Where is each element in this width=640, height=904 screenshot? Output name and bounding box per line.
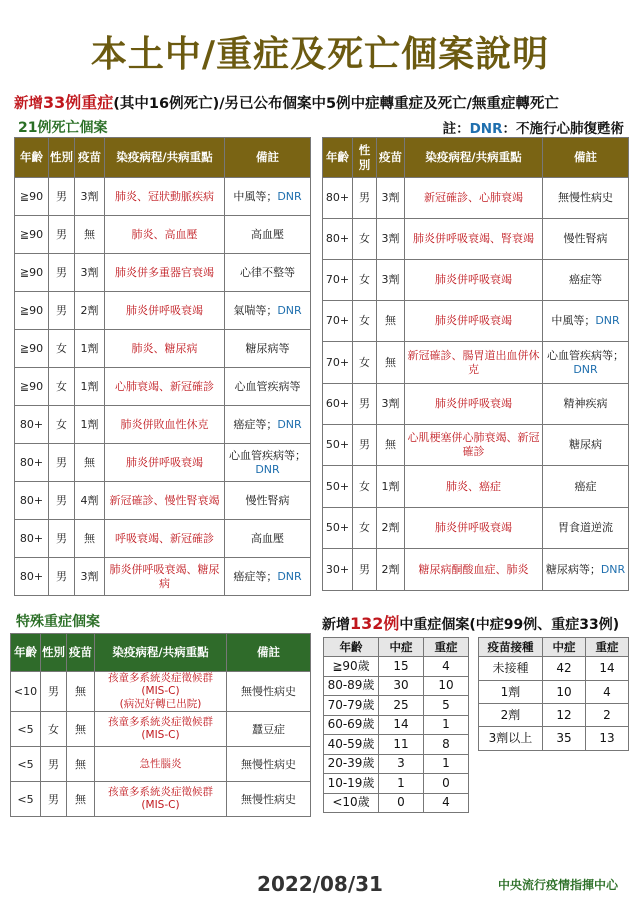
table-row	[15, 330, 311, 368]
vaccine-header: 疫苗接種	[479, 638, 543, 657]
death-section-label: 21例死亡個案	[18, 120, 108, 136]
sex-cell: 女	[353, 466, 377, 508]
special-section-label: 特殊重症個案	[16, 614, 100, 630]
sex-cell: 男	[353, 178, 377, 219]
subtitle-new: 新增	[14, 96, 43, 112]
special-header: 染疫病程/共病重點	[95, 634, 227, 672]
table-row	[323, 260, 629, 301]
sex-cell: 女	[353, 508, 377, 549]
age-cell: 70+	[323, 342, 353, 384]
vaccine-cell: 3劑	[377, 384, 405, 425]
table-row	[324, 774, 469, 794]
sex-cell: 女	[353, 301, 377, 342]
table-row	[324, 793, 469, 813]
remark-cell	[225, 330, 311, 368]
death-table-left	[14, 137, 311, 596]
table-row	[15, 292, 311, 330]
age-cell: ≧90	[15, 292, 49, 330]
vaccine-cell: 無	[75, 520, 105, 558]
age-cell: 50+	[323, 508, 353, 549]
remark-text: 中風等；	[551, 314, 596, 328]
remark-text: 高血壓	[251, 227, 284, 241]
vaccine-cell: 無	[67, 747, 95, 782]
vaccine-cell: 無	[67, 782, 95, 817]
vaccine-cell: 無	[377, 301, 405, 342]
vaccine-status-cell: 2劑	[479, 704, 543, 727]
remark-cell	[543, 301, 629, 342]
table-row	[324, 657, 469, 677]
table-row	[479, 681, 629, 704]
remark-text: 糖尿病等；	[545, 562, 601, 576]
note-dnr: DNR	[469, 121, 503, 137]
course-cell: 呼吸衰竭、新冠確診	[105, 520, 225, 558]
age-cell: 80+	[15, 520, 49, 558]
dnr-text: DNR	[600, 562, 626, 576]
table-row	[15, 406, 311, 444]
vaccine-cell: 無	[377, 425, 405, 466]
moderate-count-cell: 14	[379, 715, 424, 735]
special-header: 性別	[41, 634, 67, 672]
remark-text: 胃食道逆流	[558, 521, 613, 535]
table-row	[15, 368, 311, 406]
remark-cell	[543, 425, 629, 466]
sex-cell: 女	[49, 330, 75, 368]
sex-cell: 男	[49, 444, 75, 482]
table-row	[479, 704, 629, 727]
sex-cell: 女	[353, 260, 377, 301]
age-cell: ≧90	[15, 178, 49, 216]
age-header: 年齡	[324, 638, 379, 657]
vaccine-cell: 無	[67, 712, 95, 747]
remark-text: 心血管疾病等；	[547, 348, 624, 362]
course-cell: 肺炎併呼吸衰竭、糖尿病	[105, 558, 225, 596]
remark-cell	[543, 342, 629, 384]
moderate-count-cell: 35	[543, 727, 586, 751]
death-left-header: 性別	[49, 138, 75, 178]
course-cell: 肺炎併呼吸衰竭	[105, 292, 225, 330]
remark-cell: 無慢性病史	[227, 672, 311, 712]
age-cell: <10	[11, 672, 41, 712]
table-row	[324, 735, 469, 755]
remark-cell	[543, 260, 629, 301]
death-table-right	[322, 137, 629, 591]
age-cell: 80+	[323, 219, 353, 260]
remark-cell	[225, 558, 311, 596]
age-table	[323, 637, 469, 813]
age-cell: 80+	[15, 406, 49, 444]
remark-text: 心血管疾病等；	[229, 448, 306, 462]
remark-cell: 蠶豆症	[227, 712, 311, 747]
course-text: 孩童多系統炎症徵候群(MIS-C)	[108, 786, 213, 812]
sex-cell: 女	[41, 712, 67, 747]
severe-count-cell: 4	[424, 657, 469, 677]
table-row	[479, 727, 629, 751]
dnr-text: DNR	[595, 314, 620, 328]
remark-cell	[543, 384, 629, 425]
remark-text: 慢性腎病	[563, 232, 608, 246]
death-left-header: 疫苗	[75, 138, 105, 178]
course-cell: 肺炎併呼吸衰竭	[405, 508, 543, 549]
dnr-text: DNR	[277, 303, 302, 317]
course-text: 孩童多系統炎症徵候群(MIS-C)	[108, 716, 213, 742]
course-cell: 肺炎、冠狀動脈疾病	[105, 178, 225, 216]
severe-count-cell: 10	[424, 676, 469, 696]
age-cell: ≧90	[15, 254, 49, 292]
remark-cell	[225, 444, 311, 482]
course-cell: 糖尿病酮酸血症、肺炎	[405, 549, 543, 591]
vaccine-cell: 無	[75, 216, 105, 254]
dnr-note	[443, 117, 624, 137]
severe-count-cell: 2	[586, 704, 629, 727]
course-cell: 肺炎、癌症	[405, 466, 543, 508]
table-row	[323, 342, 629, 384]
remark-cell	[543, 466, 629, 508]
course-cell: 肺炎併呼吸衰竭	[405, 384, 543, 425]
death-right-header: 備註	[543, 138, 629, 178]
dnr-text: DNR	[277, 189, 302, 203]
course-cell: 心肺衰竭、新冠確診	[105, 368, 225, 406]
table-row	[15, 482, 311, 520]
subtitle-rest: (其中16例死亡)/另已公布個案中5例中症轉重症及死亡/無重症轉死亡	[113, 96, 559, 112]
table-row	[323, 384, 629, 425]
death-left-header: 年齡	[15, 138, 49, 178]
remark-text: 精神疾病	[563, 397, 608, 411]
age-group-cell: 80-89歲	[324, 676, 379, 696]
vaccine-header: 中症	[543, 638, 586, 657]
sex-cell: 男	[49, 178, 75, 216]
vaccine-cell: 無	[75, 444, 105, 482]
death-left-header: 備註	[225, 138, 311, 178]
age-cell: ≧90	[15, 330, 49, 368]
sex-cell: 男	[41, 672, 67, 712]
course-cell	[95, 672, 227, 712]
table-row	[15, 254, 311, 292]
remark-cell	[225, 254, 311, 292]
age-group-cell: 10-19歲	[324, 774, 379, 794]
moderate-count-cell: 15	[379, 657, 424, 677]
table-row	[323, 508, 629, 549]
vaccine-cell: 無	[377, 342, 405, 384]
moderate-count-cell: 11	[379, 735, 424, 755]
remark-text: 心血管疾病等	[234, 379, 301, 393]
course-cell: 肺炎併呼吸衰竭	[105, 444, 225, 482]
vaccine-cell: 無	[67, 672, 95, 712]
table-row	[323, 178, 629, 219]
remark-cell	[225, 368, 311, 406]
remark-text: 氣喘等；	[233, 303, 278, 317]
subtitle-count: 33例重症	[43, 93, 114, 112]
remark-text: 癌症等	[569, 273, 602, 287]
special-header: 備註	[227, 634, 311, 672]
table-row	[323, 549, 629, 591]
age-group-cell: 60-69歲	[324, 715, 379, 735]
vaccine-cell: 1劑	[75, 330, 105, 368]
course-note: (病況好轉已出院)	[119, 698, 202, 711]
new-cases-rest: 中重症個案(中症99例、重症33例)	[399, 617, 620, 633]
course-cell: 肺炎、糖尿病	[105, 330, 225, 368]
sex-cell: 男	[41, 747, 67, 782]
course-cell	[95, 712, 227, 747]
vaccine-cell: 3劑	[75, 558, 105, 596]
course-cell: 肺炎併呼吸衰竭	[405, 301, 543, 342]
remark-cell: 無慢性病史	[227, 747, 311, 782]
course-cell: 新冠確診、慢性腎衰竭	[105, 482, 225, 520]
severe-count-cell: 1	[424, 754, 469, 774]
sex-cell: 男	[49, 292, 75, 330]
remark-cell	[225, 482, 311, 520]
remark-cell: 無慢性病史	[227, 782, 311, 817]
new-cases-count: 132例	[350, 614, 400, 633]
vaccine-status-cell: 未接種	[479, 657, 543, 681]
course-cell	[95, 747, 227, 782]
vaccine-status-cell: 1劑	[479, 681, 543, 704]
remark-cell	[225, 292, 311, 330]
severe-count-cell: 4	[424, 793, 469, 813]
age-group-cell: 70-79歲	[324, 696, 379, 716]
vaccine-status-cell: 3劑以上	[479, 727, 543, 751]
sex-cell: 女	[353, 219, 377, 260]
severe-count-cell: 5	[424, 696, 469, 716]
course-cell: 肺炎併敗血性休克	[105, 406, 225, 444]
remark-text: 高血壓	[251, 531, 284, 545]
vaccine-cell: 1劑	[377, 466, 405, 508]
moderate-count-cell: 0	[379, 793, 424, 813]
special-header: 疫苗	[67, 634, 95, 672]
age-cell: <5	[11, 712, 41, 747]
course-cell: 肺炎、高血壓	[105, 216, 225, 254]
age-cell: <5	[11, 782, 41, 817]
dnr-text: DNR	[255, 462, 280, 476]
remark-cell	[225, 520, 311, 558]
remark-text: 心律不整等	[240, 265, 295, 279]
sex-cell: 男	[41, 782, 67, 817]
organization: 中央流行疫情指揮中心	[497, 878, 618, 892]
vaccine-cell: 1劑	[75, 406, 105, 444]
age-cell: 70+	[323, 260, 353, 301]
remark-text: 癌症等；	[233, 417, 278, 431]
vaccine-header: 重症	[586, 638, 629, 657]
sex-cell: 男	[353, 425, 377, 466]
remark-text: 癌症	[574, 479, 597, 493]
sex-cell: 男	[49, 558, 75, 596]
vaccine-cell: 2劑	[377, 508, 405, 549]
severe-count-cell: 8	[424, 735, 469, 755]
note-suffix: ：不施行心肺復甦術	[502, 121, 624, 137]
vaccine-cell: 4劑	[75, 482, 105, 520]
vaccine-cell: 3劑	[377, 178, 405, 219]
remark-text: 無慢性病史	[558, 191, 613, 205]
report-date: 2022/08/31	[257, 872, 383, 896]
table-row	[15, 444, 311, 482]
special-table	[10, 633, 311, 817]
severe-count-cell: 0	[424, 774, 469, 794]
age-header: 重症	[424, 638, 469, 657]
remark-cell	[543, 508, 629, 549]
age-group-cell: 20-39歲	[324, 754, 379, 774]
sex-cell: 男	[49, 482, 75, 520]
course-cell	[95, 782, 227, 817]
table-row	[323, 466, 629, 508]
sex-cell: 女	[353, 342, 377, 384]
dnr-text: DNR	[573, 362, 598, 376]
moderate-count-cell: 25	[379, 696, 424, 716]
remark-cell	[225, 216, 311, 254]
sex-cell: 男	[49, 216, 75, 254]
remark-text: 糖尿病	[569, 438, 602, 452]
age-cell: ≧90	[15, 216, 49, 254]
table-row	[323, 301, 629, 342]
course-cell: 肺炎併多重器官衰竭	[105, 254, 225, 292]
table-row	[324, 676, 469, 696]
moderate-count-cell: 42	[543, 657, 586, 681]
table-row	[15, 558, 311, 596]
vaccine-cell: 3劑	[377, 260, 405, 301]
age-cell: 80+	[15, 558, 49, 596]
age-group-cell: <10歲	[324, 793, 379, 813]
new-cases-prefix: 新增	[322, 617, 350, 633]
course-cell: 新冠確診、心肺衰竭	[405, 178, 543, 219]
remark-cell	[225, 406, 311, 444]
special-header: 年齡	[11, 634, 41, 672]
vaccine-cell: 3劑	[75, 178, 105, 216]
page-title: 本土中/重症及死亡個案說明	[90, 34, 550, 75]
death-right-header: 染疫病程/共病重點	[405, 138, 543, 178]
table-row	[11, 747, 311, 782]
note-prefix: 註：	[442, 121, 470, 137]
table-row	[324, 696, 469, 716]
sex-cell: 男	[49, 520, 75, 558]
moderate-count-cell: 12	[543, 704, 586, 727]
death-right-header: 年齡	[323, 138, 353, 178]
age-cell: 80+	[15, 444, 49, 482]
sex-cell: 女	[49, 368, 75, 406]
age-cell: 80+	[15, 482, 49, 520]
new-cases-title	[322, 611, 619, 634]
table-row	[324, 715, 469, 735]
table-row	[15, 216, 311, 254]
table-row	[323, 425, 629, 466]
sex-cell: 男	[353, 549, 377, 591]
course-cell: 心肌梗塞併心肺衰竭、新冠確診	[405, 425, 543, 466]
vaccine-table	[478, 637, 629, 751]
age-header: 中症	[379, 638, 424, 657]
age-cell: 70+	[323, 301, 353, 342]
remark-cell	[543, 178, 629, 219]
vaccine-cell: 3劑	[75, 254, 105, 292]
dnr-text: DNR	[277, 569, 302, 583]
age-cell: 80+	[323, 178, 353, 219]
remark-cell	[543, 219, 629, 260]
course-text: 急性腦炎	[139, 757, 182, 770]
table-row	[15, 520, 311, 558]
vaccine-cell: 1劑	[75, 368, 105, 406]
dnr-text: DNR	[277, 417, 302, 431]
age-cell: 50+	[323, 466, 353, 508]
severe-count-cell: 4	[586, 681, 629, 704]
moderate-count-cell: 10	[543, 681, 586, 704]
remark-text: 癌症等；	[233, 569, 278, 583]
remark-text: 糖尿病等	[245, 341, 290, 355]
vaccine-cell: 2劑	[377, 549, 405, 591]
table-row	[11, 782, 311, 817]
subtitle	[14, 90, 634, 113]
age-cell: 60+	[323, 384, 353, 425]
table-row	[11, 672, 311, 712]
death-left-header: 染疫病程/共病重點	[105, 138, 225, 178]
vaccine-cell: 3劑	[377, 219, 405, 260]
moderate-count-cell: 3	[379, 754, 424, 774]
table-row	[15, 178, 311, 216]
course-cell: 肺炎併呼吸衰竭、腎衰竭	[405, 219, 543, 260]
age-cell: 50+	[323, 425, 353, 466]
sex-cell: 女	[49, 406, 75, 444]
age-group-cell: ≧90歲	[324, 657, 379, 677]
severe-count-cell: 13	[586, 727, 629, 751]
vaccine-cell: 2劑	[75, 292, 105, 330]
age-cell: <5	[11, 747, 41, 782]
severe-count-cell: 1	[424, 715, 469, 735]
sex-cell: 男	[353, 384, 377, 425]
table-row	[323, 219, 629, 260]
table-row	[479, 657, 629, 681]
remark-cell	[543, 549, 629, 591]
course-text: 孩童多系統炎症徵候群(MIS-C)	[108, 672, 213, 698]
course-cell: 新冠確診、腸胃道出血併休克	[405, 342, 543, 384]
age-cell: ≧90	[15, 368, 49, 406]
remark-text: 中風等；	[233, 189, 278, 203]
death-right-header: 疫苗	[377, 138, 405, 178]
sex-cell: 男	[49, 254, 75, 292]
remark-cell	[225, 178, 311, 216]
death-right-header: 性別	[353, 138, 377, 178]
table-row	[11, 712, 311, 747]
course-cell: 肺炎併呼吸衰竭	[405, 260, 543, 301]
moderate-count-cell: 1	[379, 774, 424, 794]
moderate-count-cell: 30	[379, 676, 424, 696]
age-cell: 30+	[323, 549, 353, 591]
table-row	[324, 754, 469, 774]
age-group-cell: 40-59歲	[324, 735, 379, 755]
severe-count-cell: 14	[586, 657, 629, 681]
remark-text: 慢性腎病	[245, 493, 290, 507]
